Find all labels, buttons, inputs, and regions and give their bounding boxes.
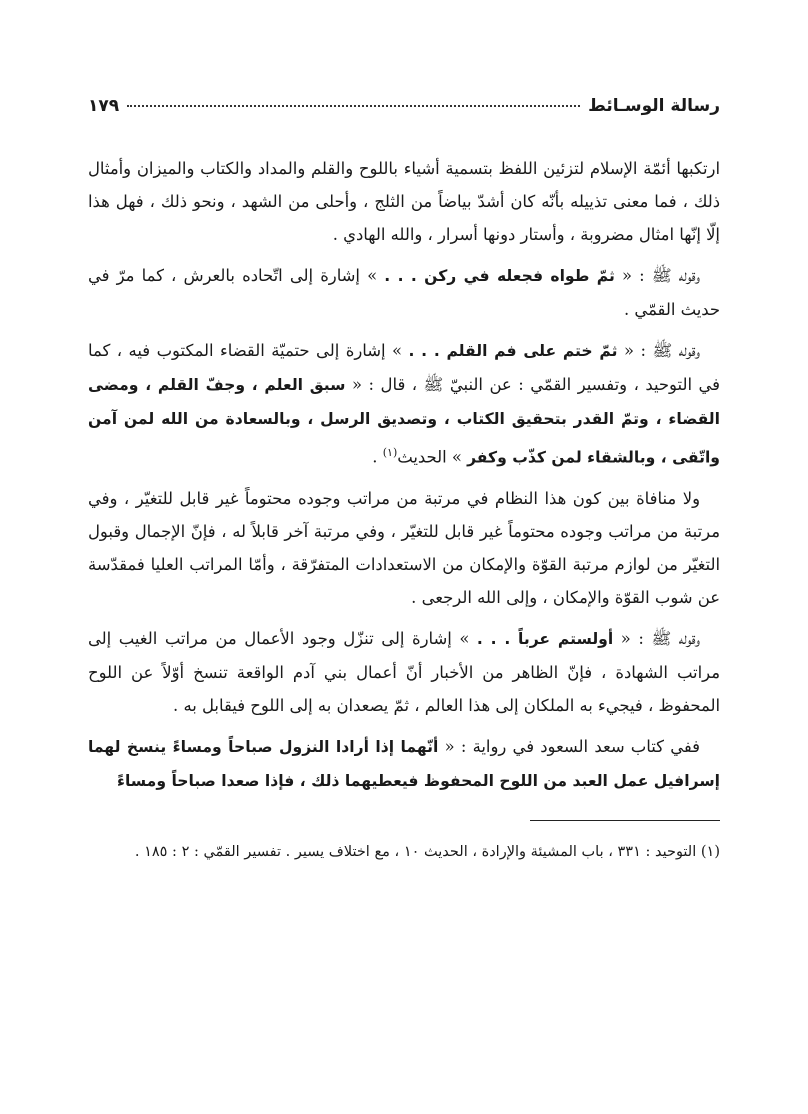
quoted-hadith-text: سبق العلم ، وجفّ القلم ، ومضى القضاء ، وتمّ القدر بتحقيق الكتاب ، وتصديق الرسل ، وبالسعادة من الله لمن آمن واتّقى ، وبالشقاء لمن كذّب وكفر [88,376,720,467]
body-text [88,152,720,798]
paragraph-text: » الحديث [397,447,468,467]
footnote-divider [530,820,720,821]
paragraph-text: ففي كتاب سعد السعود في رواية : « [438,737,700,757]
footnote-reference: (١) [382,446,398,459]
running-header [88,96,720,122]
paragraph [88,622,720,722]
quoted-hadith-text: أنّهما إذا أرادا النزول صباحاً ومساءً ينسخ لهما إسرافيل عمل العبد من اللوح المحفوظ فيعطيهما ذلك ، فإذا صعدا صباحاً ومساءً [88,738,720,791]
paragraph-text: ارتكبها أئمّة الإسلام لتزئين اللفظ بتسمية أشياء باللوح والقلم والمداد والكتاب والميزان وأمثال ذلك ، فما معنى تذييله بأنّه كان أشدّ بياضاً من الثلج ، وأحلى من الشهد ، ونحو ذلك ، فهل هذا إلّا إنّها امثال مضروبة ، وأستار دونها أسرار ، والله الهادي . [88,159,720,244]
paragraph [88,334,720,474]
paragraph-text: » إشارة إلى حتميّة القضاء المكتوب فيه ، كما في التوحيد ، وتفسير القمّي : عن النبيّ ﷺ ، قال : « [88,341,720,394]
header-title: رسالة الوسـائط [588,96,720,116]
paragraph [88,259,720,326]
paragraph-text: » إشارة إلى تنزّل وجود الأعمال من مراتب الغيب إلى مراتب الشهادة ، فإنّ الظاهر من الأخبار أنّ أعمال بني آدم الواقعة تنسخ أوّلاً عن اللوح المحفوظ ، فيجيء به الملكان إلى هذا العالم ، ثمّ يصعدان به إلى اللوح فيقابل به . [88,629,720,716]
paragraph [88,152,720,251]
quoted-hadith-text: ثمّ طواه فجعله في ركن . . . [384,267,615,285]
paragraph-text: وقوله ﷺ : « [614,266,701,285]
page-number: ١٧٩ [88,96,120,116]
quoted-hadith-text: ثمّ ختم على فم القلم . . . [408,342,618,360]
quoted-hadith-text: أولستم عرباً . . . [476,630,614,649]
paragraph [88,730,720,798]
header-dot-leader [127,105,580,107]
paragraph-text: » إشارة إلى اتّحاده بالعرش ، كما مرّ في حديث القمّي . [88,266,720,319]
paragraph-text: وقوله ﷺ : « [617,341,700,360]
paragraph-text: . [372,447,383,467]
footnote: (١) التوحيد : ٣٣١ ، باب المشيئة والإرادة ، الحديث ١٠ ، مع اختلاف يسير . تفسير القمّي : ٢ : ١٨٥ . [134,844,720,861]
paragraph-text: وقوله ﷺ : « [613,629,701,649]
paragraph-text: ولا منافاة بين كون هذا النظام في مرتبة من مراتب وجوده محتوماً غير قابل للتغيّر ، وفي مرتبة من مراتب وجوده محتوماً غير قابل للتغيّر ، وفي مرتبة آخر قابلاً له ، فإنّ الإجمال وقبول التغيّر من لوازم مرتبة القوّة والإمكان من الاستعدادات المتفرّقة ، وأمّا المراتب العليا فمقدّسة عن شوب القوّة والإمكان ، وإلى الله الرجعى . [88,489,720,608]
book-page [88,96,720,867]
paragraph [88,482,720,614]
